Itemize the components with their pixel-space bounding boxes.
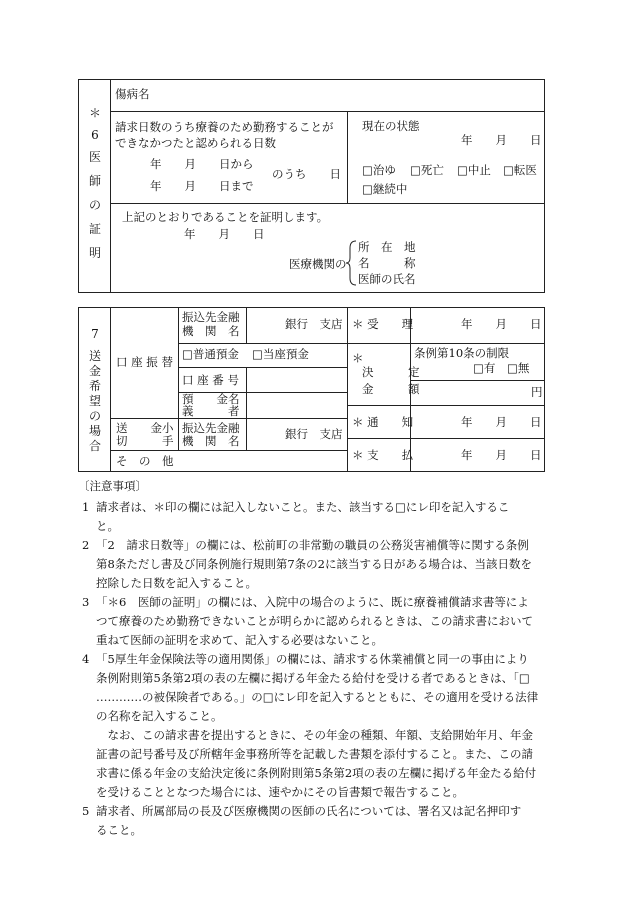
side-label-number: 7	[91, 327, 99, 341]
note-item	[78, 593, 553, 650]
note-item	[78, 498, 553, 536]
institution-name-label: 名 称	[358, 256, 416, 270]
note-line: 条例附則第5条第2項の表の左欄に掲げる年金たる給付を受ける者であるときは、「□	[96, 671, 530, 685]
limit-label: 条例第10条の制限	[414, 346, 510, 360]
doctor-name-label: 医師の氏名	[358, 272, 416, 286]
side-label-number: 6	[91, 128, 99, 142]
divider	[347, 307, 348, 472]
side-label-char: 金	[88, 364, 101, 378]
status-option-death[interactable]: □死亡	[410, 163, 444, 177]
divider	[246, 367, 247, 450]
divider	[410, 380, 545, 381]
payment-label: ＊ 支 払	[352, 448, 414, 462]
notes-heading: 〔注意事項〕	[78, 479, 147, 493]
note-line: 重ねて医師の証明を求めて、記入する必要はないこと。	[96, 633, 383, 647]
note-line: と。	[96, 519, 119, 533]
account-transfer-label: 口 座 振 替	[116, 355, 173, 369]
money-order-label-line1: 送 金小	[116, 421, 174, 435]
notice-date[interactable]: 年 月 日	[461, 415, 542, 429]
payment-date[interactable]: 年 月 日	[461, 448, 542, 462]
disease-name-label: 傷病名	[115, 87, 150, 101]
note-line: …………の被保険者である。」の□にレ印を記入するとともに、その適用を受ける法律	[96, 690, 539, 704]
side-label-char: 場	[88, 424, 101, 438]
note-number: 5	[82, 804, 90, 818]
divider	[110, 307, 111, 472]
institution-label: 医療機関の	[289, 257, 347, 271]
decision-label-line2: 金 額	[362, 382, 420, 396]
notice-label: ＊ 通 知	[352, 415, 414, 429]
status-label: 現在の状態	[362, 119, 420, 133]
receipt-label: ＊ 受 理	[352, 317, 414, 331]
side-label-char: 師	[88, 174, 101, 188]
deposit-ordinary-checkbox[interactable]: □普通預金	[182, 347, 239, 361]
note-line: 「2 請求日数等」の欄には、松前町の非常勤の職員の公務災害補償等に関する条例	[96, 538, 529, 552]
note-line: 請求者は、＊印の欄には記入しないこと。また、該当する□にレ印を記入するこ	[96, 500, 510, 514]
note-line: 請求者、所属部局の長及び医療機関の医師の氏名については、署名又は記名押印す	[96, 804, 522, 818]
note-line: つて療養のため勤務できないことが明らかに認められるときは、この請求書において	[96, 614, 533, 628]
side-label-char: 望	[88, 394, 101, 408]
note-line: 「5厚生年金保険法等の適用関係」の欄には、請求する休業補償と同一の事由により	[96, 652, 529, 666]
other-label: そ の 他	[116, 454, 174, 468]
money-bank-value[interactable]: 銀行 支店	[285, 427, 343, 441]
money-order-label-line2: 切 手	[116, 434, 174, 448]
decision-label-marker: ＊	[352, 351, 364, 365]
side-label-char: の	[88, 409, 101, 423]
divider	[178, 343, 347, 344]
limit-yes-checkbox[interactable]: □有	[473, 361, 496, 375]
money-bank-label-line1: 振込先金融	[182, 421, 240, 435]
note-line: 控除した日数を記入すること。	[96, 576, 257, 590]
note-line: 証書の記号番号及び所轄年金事務所等を記載した書類を添付すること。また、この請	[96, 747, 533, 761]
side-label-marker: ＊	[88, 106, 101, 120]
note-number: 3	[82, 595, 90, 609]
deposit-current-checkbox[interactable]: □当座預金	[252, 347, 309, 361]
note-number: 4	[82, 652, 90, 666]
bank-label-line1: 振込先金融	[182, 310, 240, 324]
institution-address-label: 所 在 地	[358, 240, 416, 254]
account-holder-label-line1: 預 金名	[182, 392, 240, 406]
status-option-continuing[interactable]: □継続中	[362, 182, 408, 196]
note-line: 求書に係る年金の支給決定後に条例附則第5条第2項の表の左欄に掲げる年金たる給付	[96, 766, 537, 780]
doctor-section-side-label	[86, 107, 104, 259]
note-item	[78, 536, 553, 593]
status-option-discontinued[interactable]: □中止	[457, 163, 491, 177]
divider	[347, 405, 545, 406]
yen-unit: 円	[531, 385, 543, 399]
side-label-char: 希	[88, 379, 101, 393]
divider	[110, 203, 545, 204]
note-line: 第8条ただし書及び同条例施行規則第7条の2に該当する日がある場合は、当該日数を	[96, 557, 532, 571]
divider	[347, 343, 545, 344]
divider	[178, 307, 179, 450]
account-holder-field[interactable]	[250, 395, 344, 415]
note-number: 1	[82, 500, 90, 514]
days-from[interactable]: 年 月 日から	[150, 157, 254, 171]
side-label-char: 医	[88, 150, 101, 164]
certify-text: 上記のとおりであることを証明します。	[122, 210, 329, 224]
bank-label-line2: 機 関 名	[182, 324, 240, 338]
note-number: 2	[82, 538, 90, 552]
other-field[interactable]	[182, 452, 344, 470]
remittance-section-side-label	[86, 328, 104, 452]
side-label-char: 合	[88, 439, 101, 453]
days-label-line1: 請求日数のうち療養のため勤務することが	[115, 120, 334, 134]
account-number-field[interactable]	[250, 370, 344, 390]
side-label-char: 明	[88, 246, 101, 260]
note-line: なお、この請求書を提出するときに、その年金の種類、年額、支給開始年月、年金	[96, 728, 533, 742]
note-line: 「＊6 医師の証明」の欄には、入院中の場合のように、既に療養補償請求書等によ	[96, 595, 529, 609]
status-date[interactable]: 年 月 日	[461, 133, 542, 147]
divider	[347, 438, 545, 439]
limit-no-checkbox[interactable]: □無	[507, 361, 530, 375]
note-line: の名称を記入すること。	[96, 709, 223, 723]
status-option-cured[interactable]: □治ゆ	[362, 163, 396, 177]
days-to[interactable]: 年 月 日まで	[150, 179, 254, 193]
days-of-which[interactable]: のうち 日	[272, 167, 341, 181]
note-line: ること。	[96, 823, 142, 837]
divider	[246, 307, 247, 343]
note-item	[78, 802, 553, 840]
side-label-char: の	[88, 198, 101, 212]
disease-name-field[interactable]	[160, 84, 540, 106]
days-label-line2: できなかつたと認められる日数	[115, 136, 276, 150]
bank-value[interactable]: 銀行 支店	[285, 317, 343, 331]
certify-date[interactable]: 年 月 日	[184, 227, 265, 241]
status-option-transfer[interactable]: □転医	[503, 163, 537, 177]
side-label-char: 送	[88, 349, 101, 363]
divider	[347, 111, 348, 203]
divider	[110, 111, 545, 112]
divider	[110, 450, 347, 451]
receipt-date[interactable]: 年 月 日	[461, 317, 542, 331]
divider	[178, 367, 347, 368]
account-holder-label-line2: 義 者	[182, 404, 240, 418]
account-number-label: 口 座 番 号	[182, 373, 239, 387]
note-item	[78, 650, 553, 802]
side-label-char: 証	[88, 222, 101, 236]
note-line: を受けることとなつた場合には、速やかにその旨書類で報告すること。	[96, 785, 464, 799]
decision-label-line1: 決 定	[362, 365, 420, 379]
notes-list	[78, 498, 553, 840]
brace-icon	[345, 240, 357, 286]
money-bank-label-line2: 機 関 名	[182, 434, 240, 448]
